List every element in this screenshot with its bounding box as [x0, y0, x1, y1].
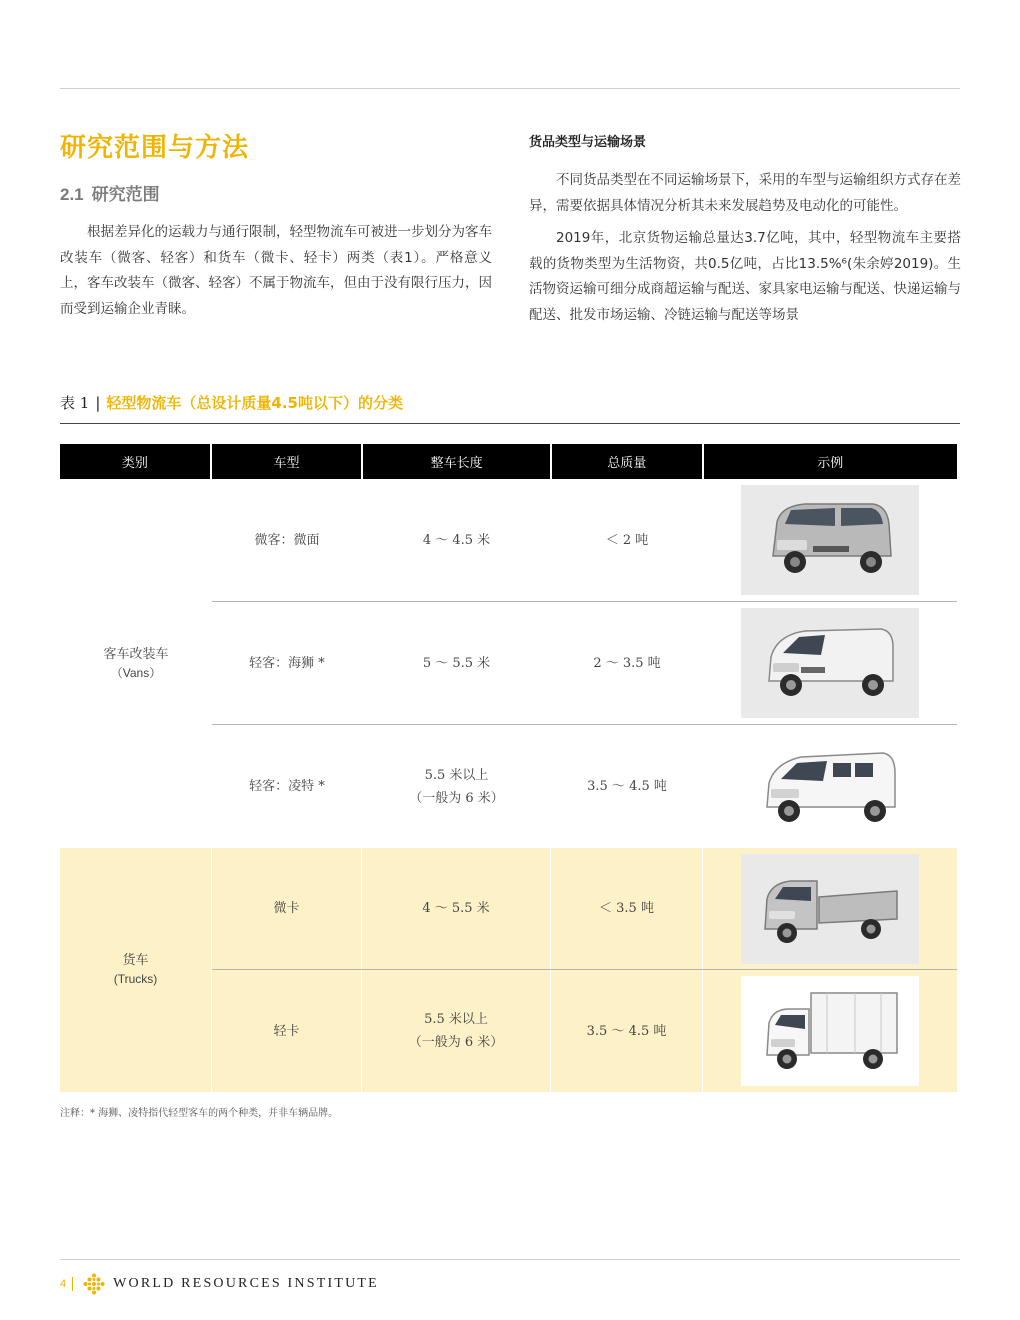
table-header — [60, 444, 957, 479]
page-number: 4 — [60, 1278, 67, 1290]
subsection-number: 2.1 — [60, 185, 84, 204]
group-label-vans — [60, 479, 212, 848]
cell-weight: 2 ～ 3.5 吨 — [593, 655, 661, 671]
footer-divider — [72, 1277, 73, 1291]
classification-table — [60, 444, 957, 1092]
cell-weight: 3.5 ～ 4.5 吨 — [551, 970, 703, 1092]
cell-length — [362, 970, 551, 1092]
header-length: 整车长度 — [363, 444, 550, 479]
van-photo — [741, 608, 919, 718]
table-caption — [60, 390, 960, 424]
cell-model: 微客：微面 — [254, 532, 320, 548]
footer — [60, 1272, 379, 1296]
bottom-rule — [60, 1259, 960, 1260]
cell-example — [703, 479, 957, 601]
cell-length — [362, 848, 551, 969]
right-heading: 货品类型与运输场景 — [529, 135, 647, 150]
group-rows-trucks — [212, 848, 957, 1092]
cell-length — [362, 479, 551, 601]
cell-weight: ＜ 3.5 吨 — [551, 848, 703, 969]
cell-model: 轻卡 — [212, 970, 362, 1092]
group-rows-vans — [212, 479, 957, 848]
length-line-1: 5 ～ 5.5 米 — [422, 655, 491, 671]
table-caption-separator: | — [95, 394, 101, 412]
right-paragraph-2: 2019年，北京货物运输总量达3.7亿吨，其中，轻型物流车主要搭载的货物类型为生活物资，共0.5亿吨，占比13.5%⁶(朱余婷2019)。生活物资运输可细分成商超运输与配送、家具家电运输与配送、快递运输与配送、批发市场运输、冷链运输与配送等场景 — [529, 230, 961, 323]
table-row — [212, 970, 957, 1092]
wri-logo-icon — [83, 1273, 105, 1295]
group-vans — [60, 479, 957, 848]
length-line-1: 4 ～ 5.5 米 — [422, 901, 490, 916]
subsection-title — [60, 182, 492, 208]
cell-model: 轻客：海狮 * — [249, 655, 325, 671]
left-column — [60, 128, 492, 322]
right-paragraph-1: 不同货品类型在不同运输场景下，采用的车型与运输组织方式存在差异，需要依据具体情况分析其未来发展趋势及电动化的可能性。 — [529, 172, 961, 214]
table-row — [212, 479, 957, 602]
cell-example — [703, 602, 957, 724]
group-trucks — [60, 848, 957, 1092]
table-row — [212, 602, 957, 725]
header-weight: 总质量 — [552, 444, 702, 479]
group-label-en: （Vans） — [110, 665, 162, 680]
group-label-trucks — [60, 848, 212, 1092]
cell-weight: ＜ 2 吨 — [605, 532, 649, 548]
box-truck-photo — [741, 976, 919, 1086]
group-label-cn: 客车改装车 — [103, 646, 169, 662]
minivan-photo — [741, 485, 919, 595]
group-label-cn: 货车 — [122, 953, 149, 968]
header-example: 示例 — [704, 444, 957, 479]
table-row — [212, 848, 957, 970]
mini-truck-photo — [741, 854, 919, 964]
length-line-1: 5.5 米以上 — [424, 1012, 488, 1027]
cell-length — [362, 602, 551, 724]
header-category: 类别 — [60, 444, 210, 479]
sprinter-photo — [741, 732, 919, 842]
table-caption-title: 轻型物流车（总设计质量4.5吨以下）的分类 — [106, 394, 403, 412]
length-line-1: 4 ～ 4.5 米 — [422, 532, 491, 548]
table-caption-label: 表 1 — [60, 394, 90, 412]
section-title: 研究范围与方法 — [60, 133, 250, 163]
table-row — [212, 725, 957, 848]
organization-name: WORLD RESOURCES INSTITUTE — [113, 1276, 379, 1291]
cell-model: 微卡 — [212, 848, 362, 969]
cell-example — [703, 725, 957, 848]
cell-weight: 3.5 ～ 4.5 吨 — [587, 779, 667, 794]
cell-model: 轻客：凌特 * — [249, 779, 325, 794]
length-line-1: 5.5 米以上 — [424, 767, 489, 783]
length-line-2: （一般为 6 米） — [408, 1035, 504, 1050]
header-model: 车型 — [212, 444, 362, 479]
cell-example — [703, 970, 957, 1092]
left-paragraph: 根据差异化的运载力与通行限制，轻型物流车可被进一步划分为客车改装车（微客、轻客）和货车（微卡、轻卡）两类（表1）。严格意义上，客车改装车（微客、轻客）不属于物流车，但由于没有限行压力，因而受到运输企业青睐。 — [60, 224, 492, 317]
group-label-en: (Trucks) — [113, 972, 158, 986]
top-rule — [60, 88, 960, 89]
length-line-2: （一般为 6 米） — [409, 790, 504, 806]
cell-length — [362, 725, 551, 848]
cell-example — [703, 848, 957, 969]
subsection-label: 研究范围 — [91, 185, 160, 205]
table-note: 注释：* 海狮、凌特指代轻型客车的两个种类，并非车辆品牌。 — [60, 1108, 339, 1119]
right-column — [529, 132, 961, 328]
